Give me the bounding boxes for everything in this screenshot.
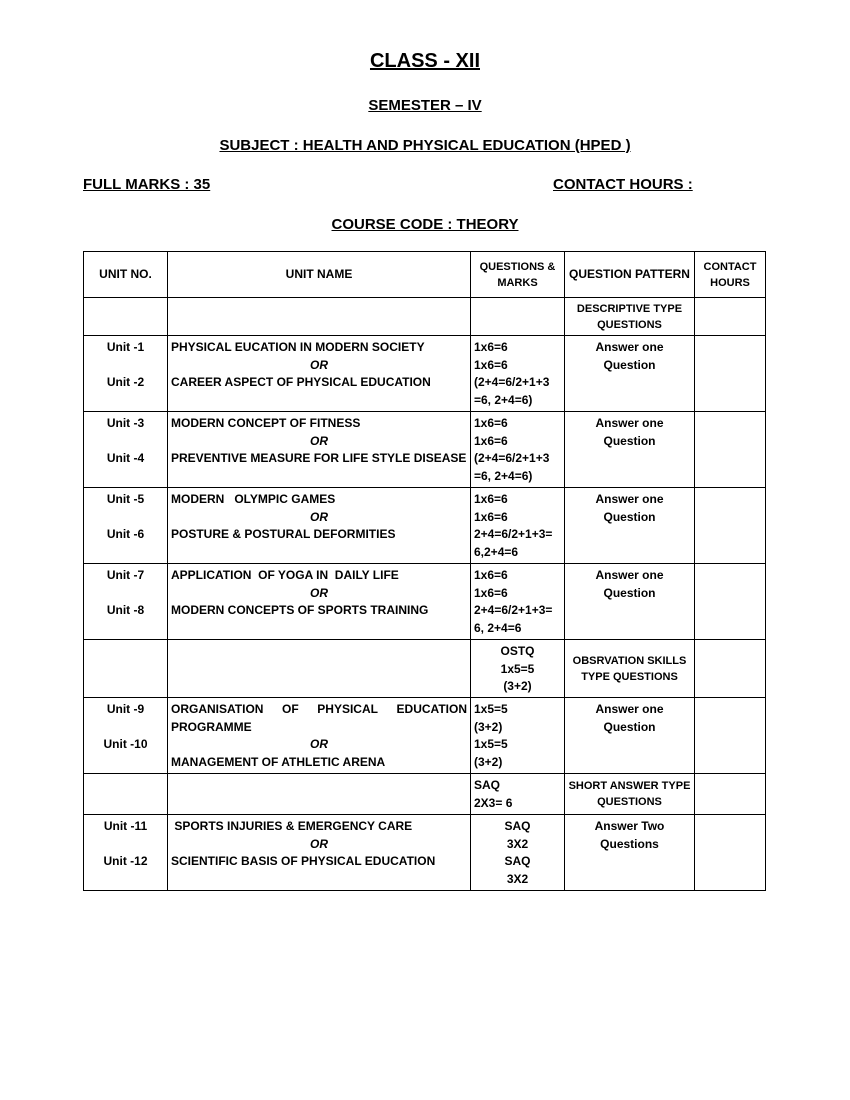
marks-line: 1x6=6 <box>474 585 508 600</box>
marks-line: =6, 2+4=6) <box>474 468 533 483</box>
unit-name: MANAGEMENT OF ATHLETIC ARENA <box>171 754 386 769</box>
saq-label: SAQ <box>474 778 501 792</box>
or-label: OR <box>310 357 328 372</box>
unit-no: Unit -9 <box>106 702 145 716</box>
or-label: OR <box>310 737 328 751</box>
unit-name: SPORTS INJURIES & EMERGENCY CARE <box>171 819 413 833</box>
table-row <box>84 698 766 774</box>
unit-name: PREVENTIVE MEASURE FOR LIFE STYLE DISEASE <box>171 451 467 465</box>
unit-name: SCIENTIFIC BASIS OF PHYSICAL EDUCATION <box>171 854 436 868</box>
marks-line: 1x5=5 <box>474 737 508 751</box>
class-title: CLASS - XII <box>369 50 480 72</box>
observation-skills-label: OBSRVATION SKILLS TYPE QUESTIONS <box>565 640 695 698</box>
unit-no: Unit -1 <box>106 340 145 354</box>
col-header-question-pattern: QUESTION PATTERN <box>565 252 695 298</box>
marks-line: 3X2 <box>506 871 529 886</box>
marks-line: 2+4=6/2+1+3= <box>474 527 553 541</box>
or-label: OR <box>310 836 328 851</box>
syllabus-table <box>83 251 766 891</box>
unit-no: Unit -12 <box>103 854 148 868</box>
table-row <box>84 488 766 564</box>
unit-no: Unit -10 <box>103 737 148 751</box>
full-marks: FULL MARKS : 35 <box>83 176 211 193</box>
unit-no: Unit -4 <box>106 451 145 465</box>
unit-no: Unit -5 <box>106 492 145 506</box>
marks-line: 6, 2+4=6 <box>474 620 522 635</box>
marks-line: (3+2) <box>503 679 532 693</box>
question-pattern: Answer one Question <box>565 488 695 564</box>
marks-line: (3+2) <box>474 719 503 734</box>
col-header-unit-no: UNIT NO. <box>84 252 168 298</box>
question-pattern: Answer one Question <box>565 336 695 412</box>
marks-line: 6,2+4=6 <box>474 544 519 559</box>
marks-line: 1x5=5 <box>474 702 508 716</box>
marks-line: (2+4=6/2+1+3 <box>474 375 550 389</box>
unit-no: Unit -7 <box>106 568 145 582</box>
marks-line: =6, 2+4=6) <box>474 392 533 407</box>
unit-name-cont: PROGRAMME <box>171 719 252 734</box>
marks-line: 1x6=6 <box>474 340 508 354</box>
table-row <box>84 298 766 336</box>
question-pattern: Answer one Question <box>565 564 695 640</box>
unit-no: Unit -2 <box>106 375 145 389</box>
unit-name: APPLICATION OF YOGA IN DAILY LIFE <box>171 568 399 582</box>
question-pattern: Answer one Question <box>565 412 695 488</box>
unit-name: MODERN CONCEPTS OF SPORTS TRAINING <box>171 603 429 617</box>
ostq-label: OSTQ <box>500 644 535 658</box>
or-label: OR <box>310 585 328 600</box>
marks-line: 1x6=6 <box>474 433 508 448</box>
marks-line: 1x6=6 <box>474 416 508 430</box>
or-label: OR <box>310 433 328 448</box>
question-pattern: Answer Two Questions <box>565 815 695 891</box>
marks-line: 1x6=6 <box>474 509 508 524</box>
descriptive-type-label: DESCRIPTIVE TYPE QUESTIONS <box>565 298 695 336</box>
marks-line: 1x6=6 <box>474 492 508 506</box>
marks-line: 2X3= 6 <box>474 795 513 810</box>
short-answer-label: SHORT ANSWER TYPE QUESTIONS <box>565 774 695 815</box>
unit-name: ORGANISATION OF PHYSICAL EDUCATION <box>171 702 467 716</box>
unit-name: MODERN OLYMPIC GAMES <box>171 492 336 506</box>
unit-name: CAREER ASPECT OF PHYSICAL EDUCATION <box>171 375 431 389</box>
marks-line: 2+4=6/2+1+3= <box>474 603 553 617</box>
unit-name: MODERN CONCEPT OF FITNESS <box>171 416 361 430</box>
marks-line: 1x5=5 <box>500 661 535 676</box>
contact-hours-heading: CONTACT HOURS : <box>553 176 693 193</box>
marks-line: (2+4=6/2+1+3 <box>474 451 550 465</box>
table-row <box>84 774 766 815</box>
col-header-questions-marks: QUESTIONS & MARKS <box>471 252 565 298</box>
marks-line: 1x6=6 <box>474 568 508 582</box>
marks-line: SAQ <box>504 854 531 868</box>
unit-no: Unit -8 <box>106 603 145 617</box>
table-header-row <box>84 252 766 298</box>
marks-line: (3+2) <box>474 754 503 769</box>
question-pattern: Answer one Question <box>565 698 695 774</box>
table-row <box>84 412 766 488</box>
marks-line: SAQ <box>504 819 531 833</box>
table-row <box>84 564 766 640</box>
col-header-contact-hours: CONTACT HOURS <box>695 252 766 298</box>
semester-heading: SEMESTER – IV <box>368 97 482 114</box>
unit-name: POSTURE & POSTURAL DEFORMITIES <box>171 527 396 541</box>
unit-name: PHYSICAL EUCATION IN MODERN SOCIETY <box>171 340 425 354</box>
table-row <box>84 640 766 698</box>
col-header-unit-name: UNIT NAME <box>168 252 471 298</box>
subject-heading: SUBJECT : HEALTH AND PHYSICAL EDUCATION (HPED ) <box>219 137 631 154</box>
marks-line: 3X2 <box>506 836 529 851</box>
unit-no: Unit -6 <box>106 527 145 541</box>
table-row <box>84 815 766 891</box>
or-label: OR <box>310 509 328 524</box>
unit-no: Unit -3 <box>106 416 145 430</box>
marks-line: 1x6=6 <box>474 357 508 372</box>
course-code-heading: COURSE CODE : THEORY <box>331 216 519 233</box>
table-row <box>84 336 766 412</box>
unit-no: Unit -11 <box>103 819 148 833</box>
